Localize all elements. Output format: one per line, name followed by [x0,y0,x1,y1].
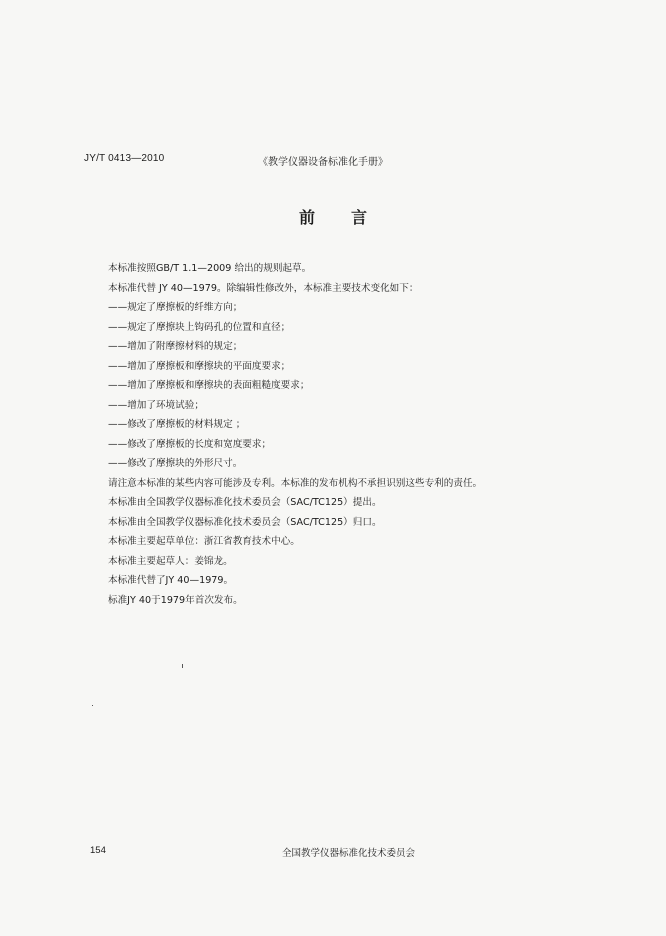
body-line: 本标准按照GB/T 1.1—2009 给出的规则起草。 [108,263,312,274]
body-line: 本标准由全国教学仪器标准化技术委员会（SAC/TC125）归口。 [108,516,382,528]
body-line: 本标准代替 JY 40—1979。除编辑性修改外，本标准主要技术变化如下： [108,282,419,294]
page-title [0,205,666,228]
book-title: 《教学仪器设备标准化手册》 [258,157,388,168]
change-item: ——修改了摩擦板的长度和宽度要求； [108,438,272,450]
body-line: 本标准主要起草单位：浙江省教育技术中心。 [108,536,300,547]
body-line: 本标准代替了JY 40—1979。 [108,575,234,586]
change-item: ——修改了摩擦块的外形尺寸。 [108,458,243,469]
page-number: 154 [90,845,106,856]
change-item: ——规定了摩擦板的纤维方向； [108,302,243,313]
body-line: 本标准由全国教学仪器标准化技术委员会（SAC/TC125）提出。 [108,497,382,508]
title-char-2: 言 [351,208,368,227]
standard-number: JY/T 0413—2010 [84,153,165,164]
body-line: 标准JY 40于1979年首次发布。 [108,594,243,606]
title-char-1: 前 [298,208,315,227]
change-item: ——修改了摩擦板的材料规定 ； [108,419,246,430]
change-item: ——增加了附摩擦材料的规定； [108,341,243,352]
change-item: ——规定了摩擦块上钩码孔的位置和直径； [108,321,291,333]
footer-committee: 全国教学仪器标准化技术委员会 [282,848,416,859]
change-item: ——增加了摩擦板和摩擦块的表面粗糙度要求； [108,380,310,391]
scan-speck [182,664,183,668]
change-item: ——增加了环境试验； [108,399,204,411]
scan-speck [92,705,93,706]
body-line: 本标准主要起草人：姜锦龙。 [108,555,233,567]
change-item: ——增加了摩擦板和摩擦块的平面度要求； [108,360,291,372]
foreword-body [108,259,578,610]
patent-notice: 请注意本标准的某些内容可能涉及专利。本标准的发布机构不承担识别这些专利的责任。 [108,477,483,489]
